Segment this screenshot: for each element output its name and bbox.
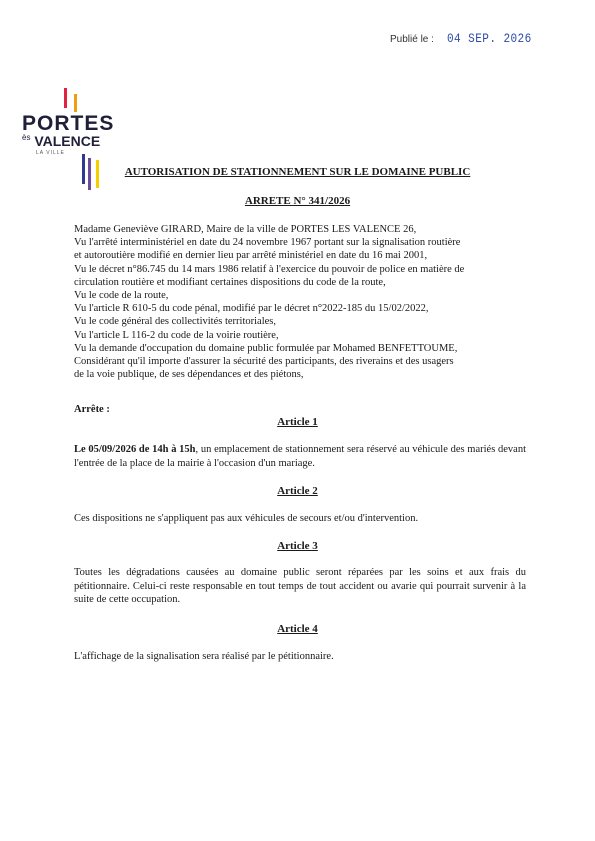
preamble-line: de la voie publique, de ses dépendances et des piétons, bbox=[74, 369, 304, 381]
article-4-heading: Article 4 bbox=[277, 623, 318, 635]
arrete-number: ARRETE N° 341/2026 bbox=[244, 195, 351, 207]
article-1-text bbox=[74, 443, 526, 470]
logo-bar-orange bbox=[74, 94, 77, 112]
preamble bbox=[74, 223, 526, 381]
preamble-line: Madame Geneviève GIRARD, Maire de la ville de PORTES LES VALENCE 26, bbox=[74, 224, 417, 235]
logo-text-valence-word: VALENCE bbox=[34, 133, 101, 149]
preamble-line: Considérant qu'il importe d'assurer la sécurité des participants, des riverains et des usagers bbox=[74, 356, 454, 368]
preamble-line: Vu l'article R 610-5 du code pénal, modifié par le décret n°2022-185 du 15/02/2022, bbox=[74, 303, 429, 315]
preamble-line: Vu le code général des collectivités territoriales, bbox=[74, 316, 276, 328]
article-4-text: L'affichage de la signalisation sera réalisé par le pétitionnaire. bbox=[74, 651, 334, 662]
logo-text-la-ville: LA VILLE bbox=[36, 150, 65, 156]
article-2-heading: Article 2 bbox=[277, 485, 318, 497]
preamble-line: Vu l'arrêté interministériel en date du 24 novembre 1967 portant sur la signalisation routière bbox=[74, 237, 461, 249]
article-1-body: , un emplacement de stationnement sera réservé au véhicule des mariés devant l'entrée de la place de la mairie à l'occasion d'un mariage. bbox=[74, 444, 526, 469]
article-1-heading: Article 1 bbox=[277, 416, 318, 428]
logo-text-valence bbox=[22, 133, 100, 149]
logo-bar-red bbox=[64, 88, 67, 108]
preamble-line: Vu l'article L 116-2 du code de la voirie routière, bbox=[74, 329, 279, 341]
logo-text-portes: PORTES bbox=[22, 112, 115, 135]
article-1-date: Le 05/09/2026 de 14h à 15h bbox=[74, 444, 196, 455]
article-3-text: Toutes les dégradations causées au domaine public seront réparées par les soins et aux frais du pétitionnaire. Celui-ci reste responsable en tout temps de tout accident ou avarie qui pourrait survenir à la suite de cette occupation. bbox=[74, 567, 526, 605]
city-logo bbox=[18, 88, 118, 198]
logo-text-es: ès bbox=[22, 133, 31, 142]
preamble-line: Vu la demande d'occupation du domaine public formulée par Mohamed BENFETTOUME, bbox=[74, 342, 458, 354]
published-date-stamp: 04 SEP. 2026 bbox=[447, 31, 532, 46]
preamble-line: et autoroutière modifié en dernier lieu par arrêté ministériel en date du 16 mai 2001, bbox=[74, 250, 428, 262]
preamble-line: circulation routière et modifiant certaines dispositions du code de la route, bbox=[74, 276, 386, 288]
preamble-line: Vu le décret n°86.745 du 14 mars 1986 relatif à l'exercice du pouvoir de police en matière de bbox=[74, 263, 465, 275]
published-label: Publié le : bbox=[390, 34, 434, 45]
document-title: AUTORISATION DE STATIONNEMENT SUR LE DOMAINE PUBLIC bbox=[124, 166, 471, 178]
preamble-line: Vu le code de la route, bbox=[74, 290, 169, 302]
article-3-heading: Article 3 bbox=[277, 540, 318, 552]
article-2-text: Ces dispositions ne s'appliquent pas aux véhicules de secours et/ou d'intervention. bbox=[74, 513, 419, 524]
arrete-label: Arrête : bbox=[74, 404, 110, 415]
